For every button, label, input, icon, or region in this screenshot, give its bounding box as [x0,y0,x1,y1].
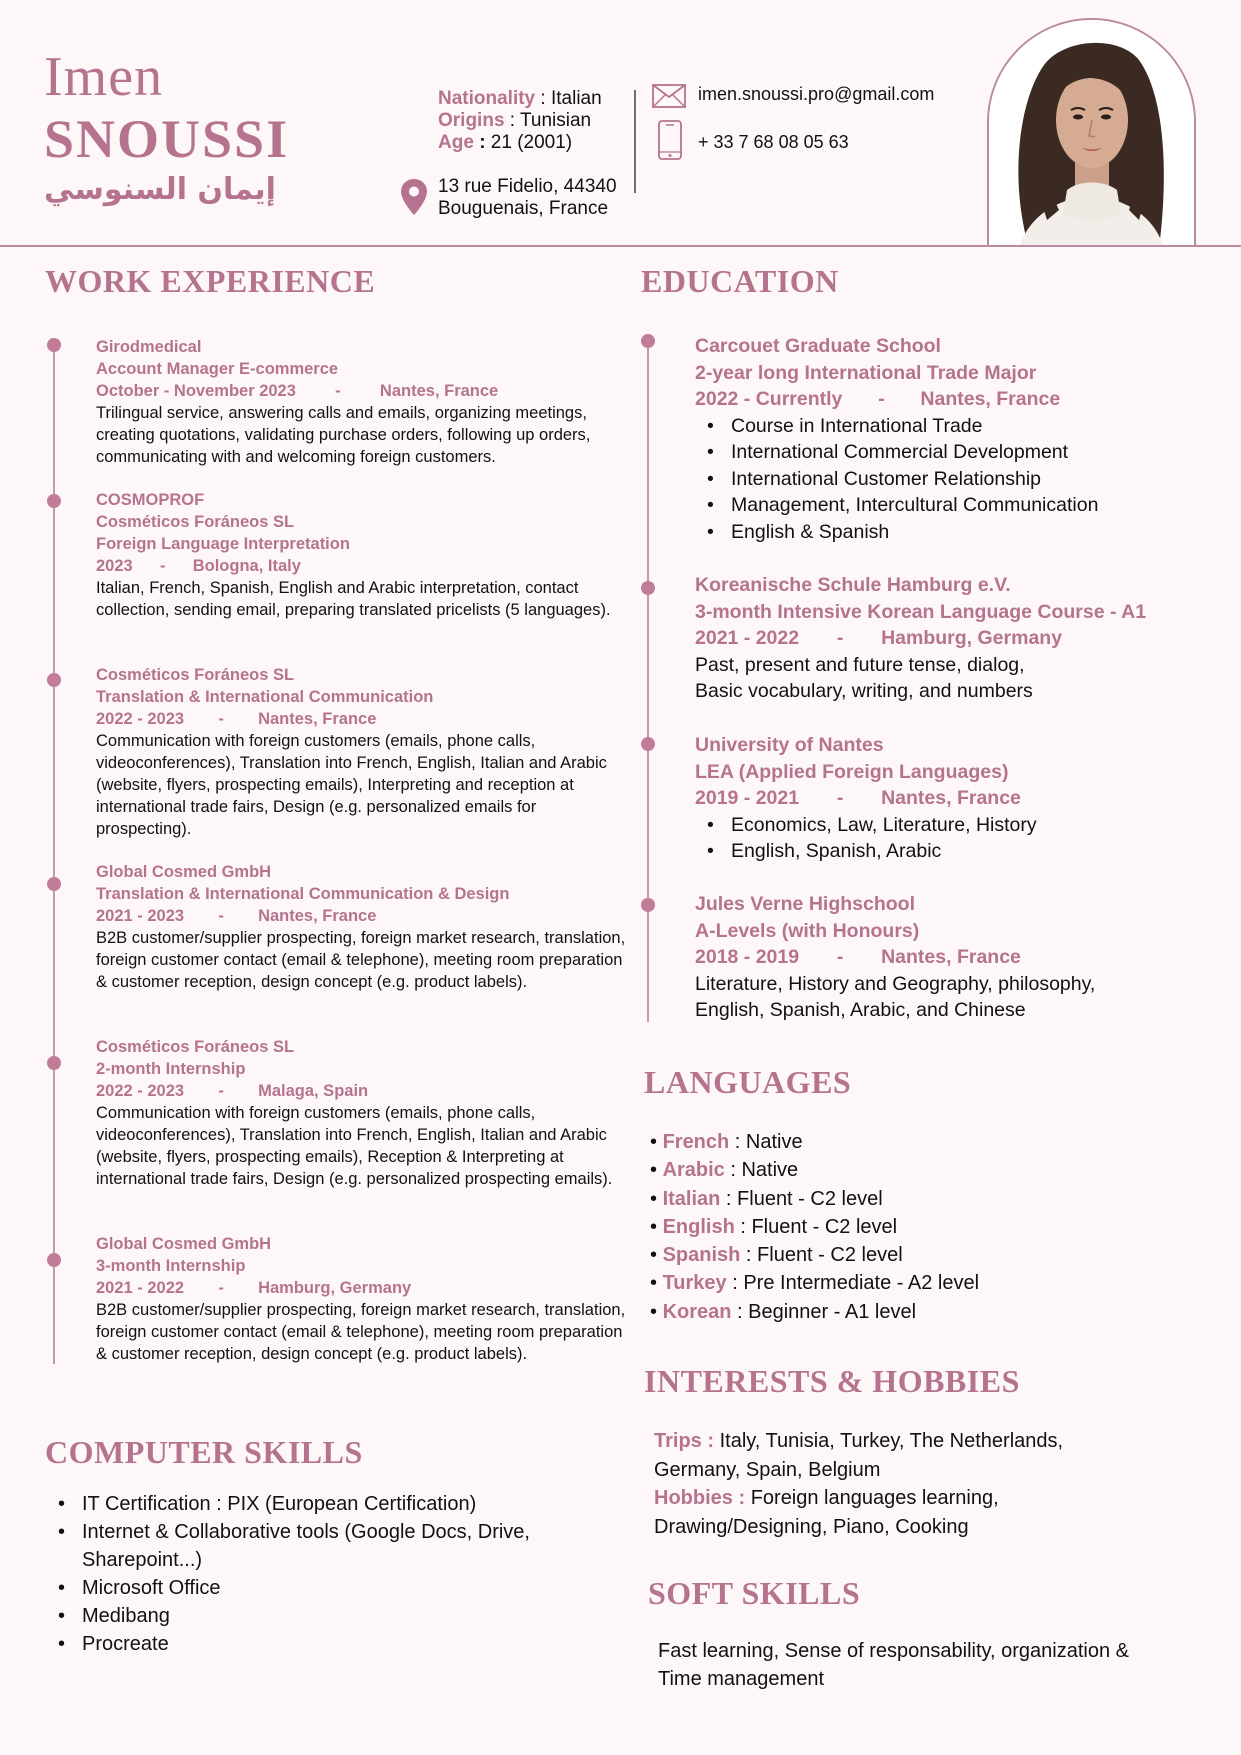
education-text: English, Spanish, Arabic, and Chinese [695,999,1026,1021]
location-pin-icon [400,178,428,216]
education-timeline-dot [641,898,655,912]
language-item: • Spanish : Fluent - C2 level [650,1244,903,1267]
list-item: • Economics, Law, Literature, History [695,812,1215,839]
education-meta: 2018 - 2019 - Nantes, France [695,946,1021,968]
job-description: Trilingual service, answering calls and emails, organizing meetings, creating quotations, validating purchase orders, following up orders, communicating with and welcoming foreign customers. [96,404,591,466]
nationality-value: Italian [550,88,602,109]
education-dates: 2021 - 2022 [695,627,800,649]
job-company: Cosméticos Foráneos SL [96,666,295,684]
job-description: Communication with foreign customers (emails, phone calls, videoconferences), Translation into French, English, Italian and Arabic (website, flyers, prospecting emails), Interpreting and reception at international trade fairs, Design (e.g. personalized emails for prospecting). [96,732,607,838]
education-meta: 2019 - 2021 - Nantes, France [695,787,1021,809]
list-item: • Course in International Trade [695,413,1215,440]
interests-heading: INTERESTS & HOBBIES [644,1363,1020,1399]
work-timeline-dot [47,1253,61,1267]
education-entry [695,732,1215,865]
trips-text: Italy, Tunisia, Turkey, The Netherlands, [719,1430,1064,1452]
job-entry [96,664,626,840]
job-location: Malaga, Spain [258,1082,369,1100]
program-name: 3-month Intensive Korean Language Course - A1 [695,600,1147,623]
job-meta: 2022 - 2023 - Nantes, France [96,710,377,728]
job-company: Girodmedical [96,338,202,356]
education-bullets [695,413,1215,546]
work-timeline-dot [47,494,61,508]
language-item: • Italian : Fluent - C2 level [650,1187,883,1210]
portrait-image [989,20,1194,246]
last-name: SNOUSSI [44,109,290,169]
header-bottom-rule [0,245,1241,247]
job-location: Nantes, France [258,710,377,728]
job-dates: 2022 - 2023 [96,1082,185,1100]
job-meta: 2021 - 2023 - Nantes, France [96,907,377,925]
job-location: Hamburg, Germany [258,1279,412,1297]
job-dates: 2021 - 2022 [96,1279,185,1297]
education-bullets [695,812,1215,865]
job-role: Translation & International Communication [96,688,434,706]
computer-skills-list [58,1490,578,1658]
school-name: Carcouet Graduate School [695,335,941,357]
trips-text-cont: Germany, Spain, Belgium [654,1458,881,1481]
address-line-1: 13 rue Fidelio, 44340 [438,176,617,197]
soft-skills-text: Time management [658,1668,824,1690]
nationality-label: Nationality [438,88,536,109]
computer-skills-heading: COMPUTER SKILLS [45,1434,363,1470]
language-item: • Korean : Beginner - A1 level [650,1300,917,1323]
education-location: Nantes, France [881,946,1021,968]
school-name: Jules Verne Highschool [695,893,915,915]
education-entry [695,333,1215,545]
education-timeline-line [647,340,649,1022]
soft-skills-heading: SOFT SKILLS [648,1575,861,1611]
program-name: A-Levels (with Honours) [695,919,920,942]
soft-skills-body [658,1637,1178,1693]
language-item: • Turkey : Pre Intermediate - A2 level [650,1272,980,1295]
education-timeline-dot [641,334,655,348]
job-meta: October - November 2023 - Nantes, France [96,382,499,400]
language-item: • English : Fluent - C2 level [650,1215,898,1238]
job-location: Bologna, Italy [192,557,301,575]
job-dates: 2023 [96,557,133,575]
job-entry [96,336,626,468]
work-timeline-dot [47,673,61,687]
job-role: Foreign Language Interpretation [96,535,350,553]
school-name: University of Nantes [695,734,884,756]
list-item: • International Commercial Development [695,439,1215,466]
work-timeline-dot [47,338,61,352]
work-timeline-dot [47,877,61,891]
job-role: 3-month Internship [96,1257,246,1275]
age-value: 21 (2001) [490,132,573,153]
profile-photo [987,18,1196,246]
envelope-icon [652,84,686,108]
origins-label: Origins [438,110,505,131]
job-role: Account Manager E-commerce [96,360,339,378]
education-entry [695,891,1215,1024]
job-description: Italian, French, Spanish, English and Arabic interpretation, contact collection, sending email, preparing translated pricelists (5 languages). [96,579,611,619]
first-name: Imen [44,46,164,108]
origins-value: Tunisian [520,110,592,131]
list-item: • Internet & Collaborative tools (Google Docs, Drive, Sharepoint...) [58,1518,578,1574]
languages-list [650,1128,979,1326]
job-entry [96,861,626,993]
job-role: Translation & International Communication & Design [96,885,510,903]
education-meta: 2021 - 2022 - Hamburg, Germany [695,627,1063,649]
program-name: LEA (Applied Foreign Languages) [695,760,1009,783]
list-item: • International Customer Relationship [695,466,1215,493]
language-item: • Arabic : Native [650,1159,799,1182]
age-label: Age [438,132,474,153]
list-item: • IT Certification : PIX (European Certification) [58,1490,578,1518]
education-location: Hamburg, Germany [881,627,1063,649]
job-meta: 2021 - 2022 - Hamburg, Germany [96,1279,412,1297]
interests-body [654,1427,1174,1541]
list-item: • Procreate [58,1630,578,1658]
education-timeline-dot [641,581,655,595]
job-meta: 2022 - 2023 - Malaga, Spain [96,1082,369,1100]
email-link[interactable]: imen.snoussi.pro@gmail.com [698,84,935,104]
hobbies-text-cont: Drawing/Designing, Piano, Cooking [654,1515,969,1538]
language-item: • French : Native [650,1131,803,1153]
job-dates: 2022 - 2023 [96,710,185,728]
education-text: Basic vocabulary, writing, and numbers [695,680,1033,702]
job-entry [96,1233,626,1365]
phone-number: + 33 7 68 08 05 63 [698,132,849,152]
address-line-2: Bouguenais, France [438,198,609,219]
education-timeline-dot [641,737,655,751]
languages-heading: LANGUAGES [644,1064,852,1100]
education-location: Nantes, France [920,388,1061,410]
job-company: Global Cosmed GmbH [96,1235,272,1253]
education-text: Literature, History and Geography, philosophy, [695,972,1096,995]
hobbies-label: Hobbies : [654,1487,746,1509]
list-item: • Microsoft Office [58,1574,578,1602]
hobbies-text: Foreign languages learning, [750,1487,999,1509]
trips-label: Trips : [654,1430,715,1452]
education-dates: 2018 - 2019 [695,946,800,968]
job-role: 2-month Internship [96,1060,246,1078]
job-location: Nantes, France [379,382,499,400]
education-dates: 2022 - Currently [695,388,843,410]
header-divider [634,90,636,193]
soft-skills-text: Fast learning, Sense of responsability, organization & [658,1640,1130,1662]
job-dates: 2021 - 2023 [96,907,185,925]
job-description: B2B customer/supplier prospecting, foreign market research, translation, foreign customer contact (email & telephone), meeting room preparation & customer reception, design concept (e.g. product labels). [96,1301,626,1363]
work-experience-heading: WORK EXPERIENCE [45,263,376,299]
education-location: Nantes, France [881,787,1021,809]
list-item: • English, Spanish, Arabic [695,838,1215,865]
smartphone-icon [658,120,682,160]
school-name: Koreanische Schule Hamburg e.V. [695,574,1011,596]
job-description: Communication with foreign customers (emails, phone calls, videoconferences), Translation into French, English, Italian and Arabic (website, flyers, prospecting emails), Reception & Interpreting at international trade fairs, Design (e.g. personalized prospecting emails). [96,1104,613,1188]
job-entry [96,1036,626,1190]
personal-info: Nationality : Italian Origins : Tunisian Age : 21 (2001) [438,88,602,153]
program-name: 2-year long International Trade Major [695,361,1037,384]
education-heading: EDUCATION [641,263,839,299]
job-company: Global Cosmed GmbH [96,863,272,881]
education-meta: 2022 - Currently - Nantes, France [695,388,1061,410]
arabic-name: إيمان السنوسي [44,172,276,207]
list-item: • English & Spanish [695,519,1215,546]
education-dates: 2019 - 2021 [695,787,800,809]
job-entry [96,489,626,621]
job-description: B2B customer/supplier prospecting, foreign market research, translation, foreign customer contact (email & telephone), meeting room preparation & customer reception, design concept (e.g. product labels). [96,929,626,991]
job-dates: October - November 2023 [96,382,296,400]
header [0,0,1241,246]
job-meta: 2023 - Bologna, Italy [96,557,301,575]
job-company: COSMOPROF [96,491,205,509]
job-location: Nantes, France [258,907,377,925]
education-entry [695,572,1215,705]
education-text: Past, present and future tense, dialog, [695,653,1025,676]
list-item: • Medibang [58,1602,578,1630]
job-company: Cosméticos Foráneos SL [96,1038,295,1056]
list-item: • Management, Intercultural Communication [695,492,1215,519]
work-timeline-dot [47,1056,61,1070]
job-company-secondary: Cosméticos Foráneos SL [96,513,295,531]
